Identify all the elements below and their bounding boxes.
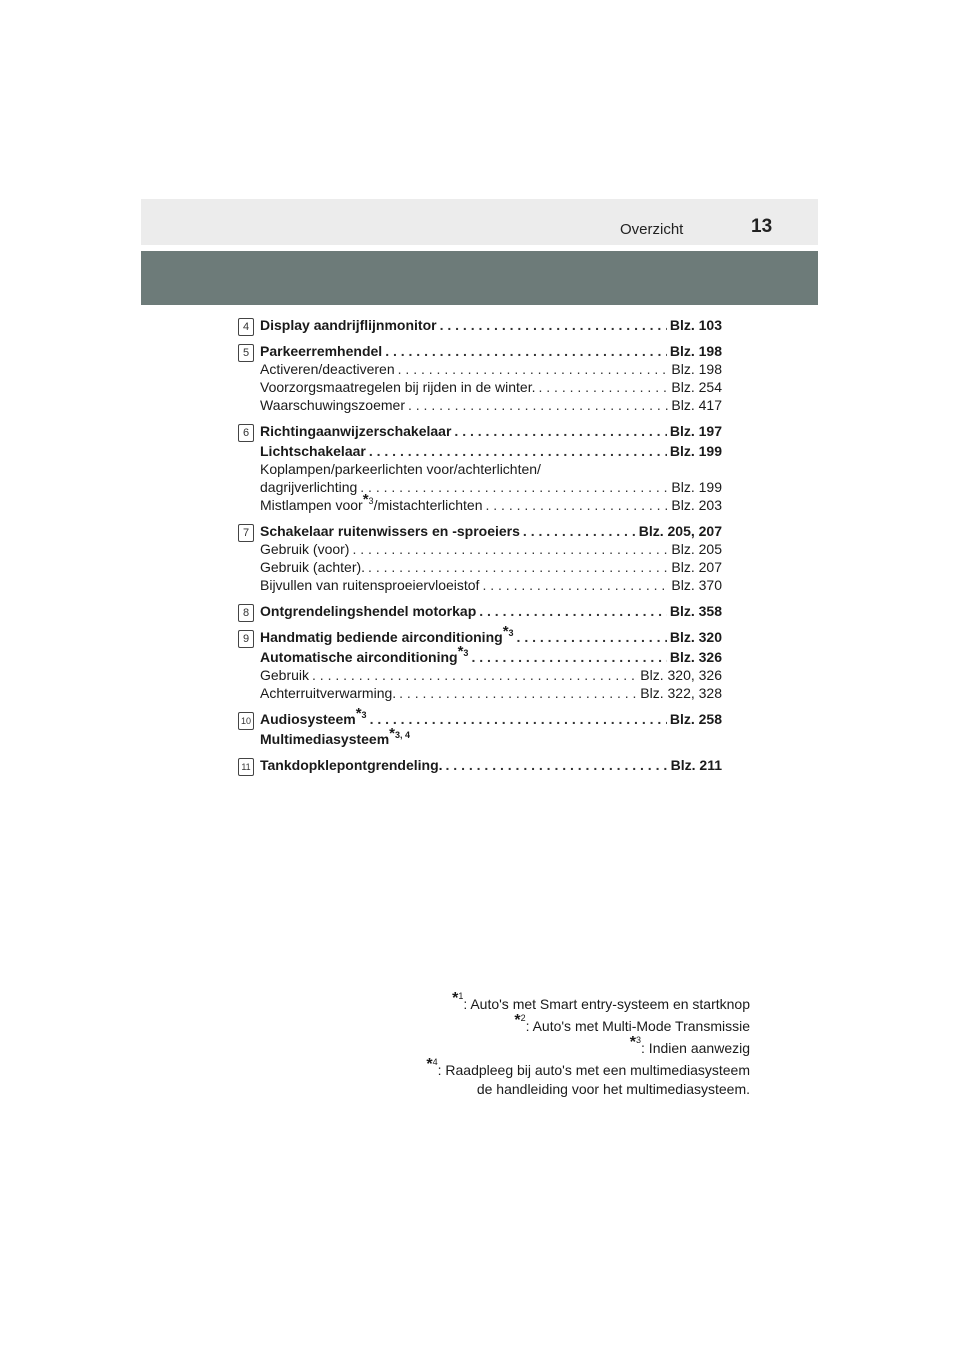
toc-entry[interactable]: Automatische airconditioning$^{*3}$ . . . Blz. 326 bbox=[260, 648, 722, 666]
toc-subentry[interactable]: Achterruitverwarming. . . . Blz. 322, 328 bbox=[260, 684, 722, 702]
toc-entry[interactable]: Richtingaanwijzerschakelaar . . . Blz. 197 bbox=[260, 422, 722, 440]
toc-group-9 bbox=[238, 623, 722, 702]
toc-subentry[interactable]: Gebruik (achter). . . . Blz. 207 bbox=[260, 558, 722, 576]
toc-subentry[interactable]: Activeren/deactiveren . . . Blz. 198 bbox=[260, 360, 722, 378]
toc-entry[interactable]: Audiosysteem$^{*3}$ . . . Blz. 258 bbox=[260, 710, 722, 728]
toc-entry[interactable]: Display aandrijflijnmonitor . . . Blz. 103 bbox=[260, 316, 722, 334]
toc-entry[interactable]: Parkeerremhendel . . . Blz. 198 bbox=[260, 342, 722, 360]
table-of-contents bbox=[238, 316, 722, 778]
toc-subentry[interactable]: Gebruik (voor) . . . Blz. 205 bbox=[260, 540, 722, 558]
item-number-badge: 5 bbox=[238, 344, 254, 362]
toc-group-8 bbox=[238, 602, 722, 620]
header-band bbox=[141, 251, 818, 305]
toc-subentry[interactable]: Mistlampen voor$^{*3}$/mistachterlichten . . . Blz. 203 bbox=[260, 496, 722, 514]
toc-group-6 bbox=[238, 422, 722, 514]
footnote: $^{*4}$: Raadpleeg bij auto's met een multimediasysteem de handleiding voor het multimediasysteem. bbox=[330, 1059, 750, 1097]
item-number-badge: 4 bbox=[238, 318, 254, 336]
page-number: 13 bbox=[751, 216, 773, 237]
toc-entry[interactable]: Ontgrendelingshendel motorkap . . . Blz. 358 bbox=[260, 602, 722, 620]
toc-subentry[interactable]: Voorzorgsmaatregelen bij rijden in de winter. . . . Blz. 254 bbox=[260, 378, 722, 396]
toc-subentry[interactable]: Waarschuwingszoemer . . . Blz. 417 bbox=[260, 396, 722, 414]
toc-group-5 bbox=[238, 342, 722, 414]
footnote: $^{*3}$: Indien aanwezig bbox=[629, 1034, 750, 1056]
toc-subentry[interactable]: dagrijverlichting . . . Blz. 199 bbox=[260, 478, 722, 496]
item-number-badge: 10 bbox=[238, 712, 254, 730]
toc-group-4 bbox=[238, 316, 722, 334]
toc-entry[interactable]: Handmatig bediende airconditioning$^{*3}$ . . . Blz. 320 bbox=[260, 628, 722, 646]
item-number-badge: 8 bbox=[238, 604, 254, 622]
toc-entry[interactable]: Multimediasysteem$^{*3, 4}$ bbox=[260, 725, 411, 747]
toc-group-10 bbox=[238, 705, 722, 748]
toc-entry[interactable]: Schakelaar ruitenwissers en -sproeiers . . . Blz. 205, 207 bbox=[260, 522, 722, 540]
footnote: $^{*2}$: Auto's met Multi-Mode Transmissie bbox=[514, 1012, 750, 1034]
toc-entry[interactable]: Lichtschakelaar . . . Blz. 199 bbox=[260, 442, 722, 460]
toc-group-11 bbox=[238, 756, 722, 774]
item-number-badge: 11 bbox=[238, 758, 254, 776]
toc-group-7 bbox=[238, 522, 722, 594]
header-bar bbox=[141, 199, 818, 245]
footnote: $^{*1}$: Auto's met Smart entry-systeem en startknop bbox=[452, 990, 750, 1012]
toc-subentry[interactable]: Bijvullen van ruitensproeiervloeistof . . . Blz. 370 bbox=[260, 576, 722, 594]
toc-subentry[interactable]: Gebruik . . . Blz. 320, 326 bbox=[260, 666, 722, 684]
footnotes bbox=[330, 990, 750, 1097]
item-number-badge: 7 bbox=[238, 524, 254, 542]
footnote-continuation: de handleiding voor het multimediasysteem. bbox=[476, 1081, 750, 1097]
toc-entry[interactable]: Tankdopklepontgrendeling. . . . Blz. 211 bbox=[260, 756, 722, 774]
section-title: Overzicht bbox=[620, 221, 684, 238]
item-number-badge: 6 bbox=[238, 424, 254, 442]
item-number-badge: 9 bbox=[238, 630, 254, 648]
toc-subentry-text: Koplampen/parkeerlichten voor/achterlichten/ bbox=[260, 461, 541, 477]
